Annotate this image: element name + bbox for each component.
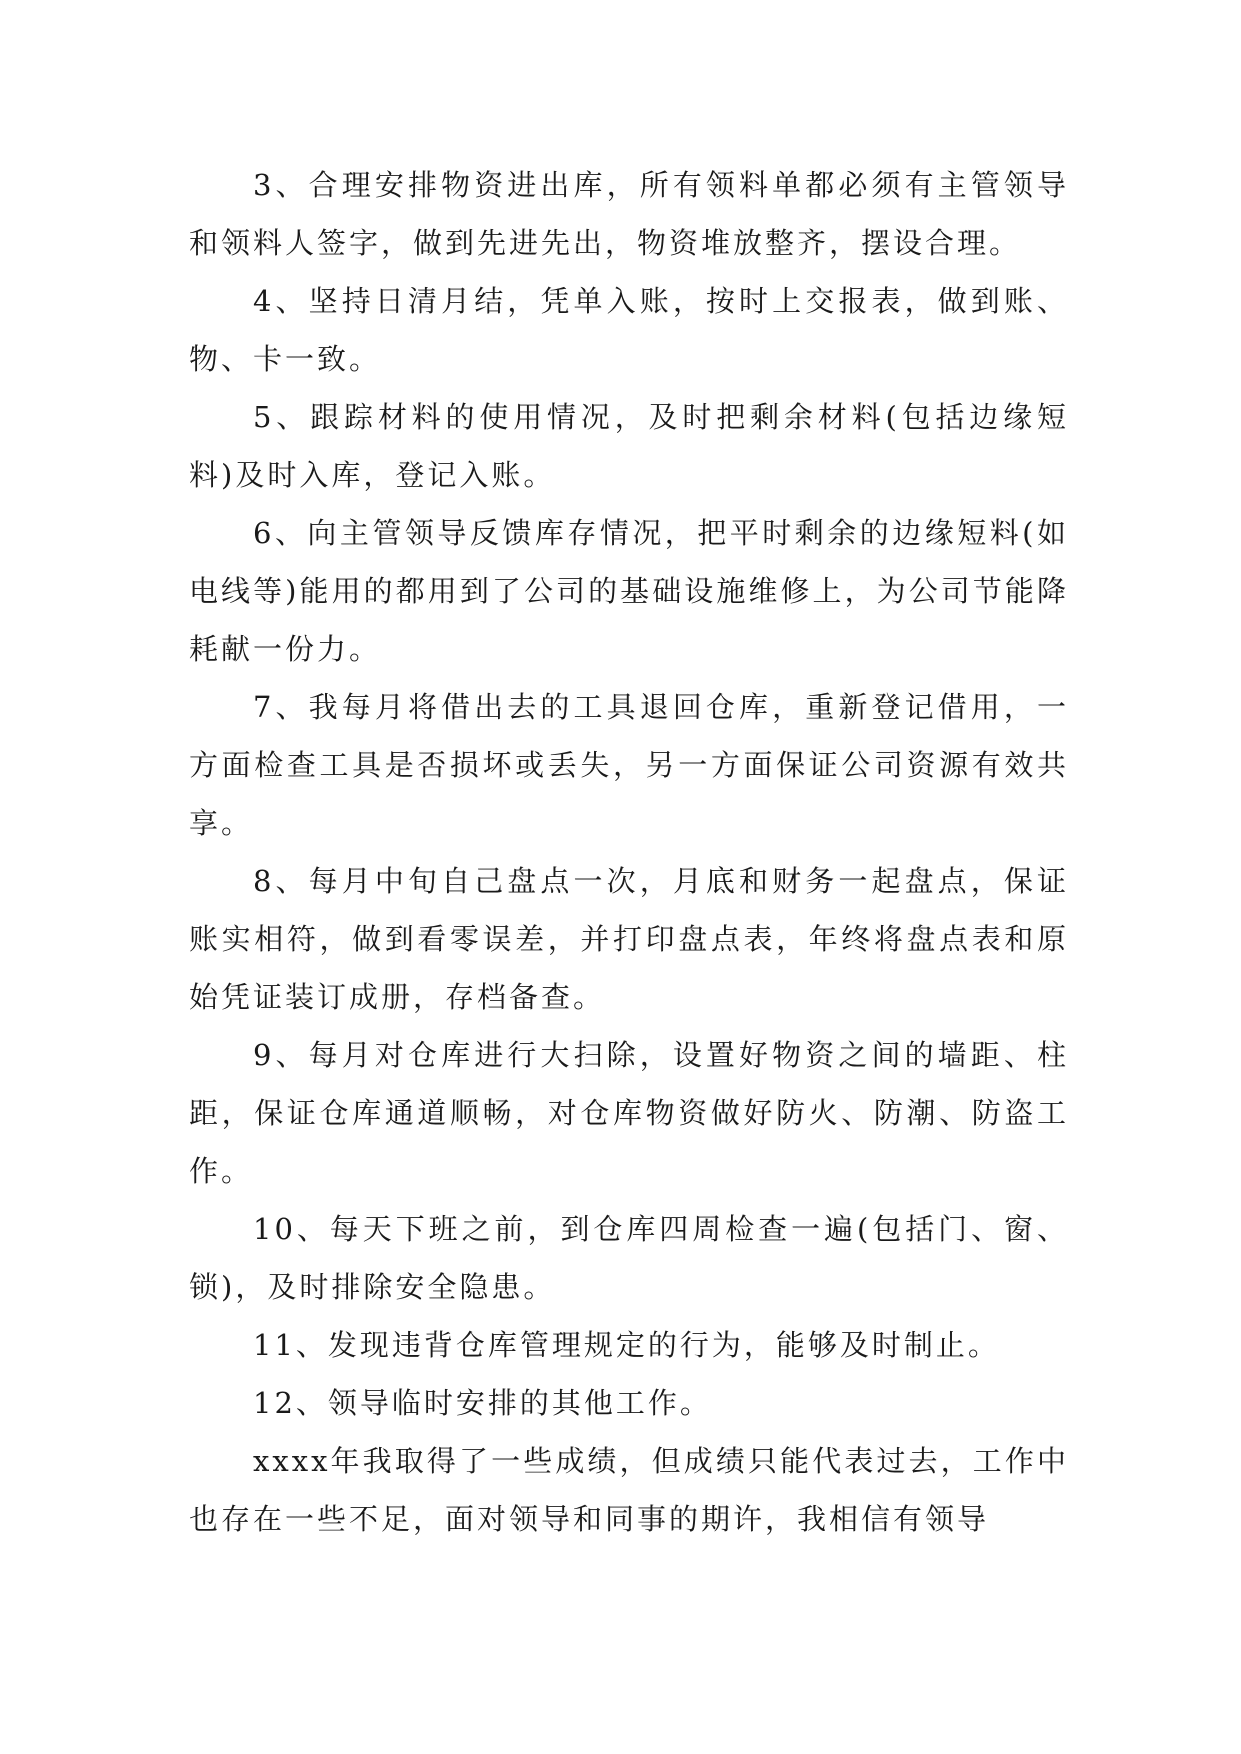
paragraph-item-10: 10、每天下班之前，到仓库四周检查一遍(包括门、窗、锁)，及时排除安全隐患。 xyxy=(189,1212,1069,1304)
paragraph-item-3: 3、合理安排物资进出库，所有领料单都必须有主管领导和领料人签字，做到先进先出，物资堆放整齐，摆设合理。 xyxy=(189,168,1069,260)
paragraph-item-5: 5、跟踪材料的使用情况，及时把剩余材料(包括边缘短料)及时入库，登记入账。 xyxy=(189,400,1069,492)
document-body xyxy=(189,156,1069,1548)
paragraph-item-7: 7、我每月将借出去的工具退回仓库，重新登记借用，一方面检查工具是否损坏或丢失，另一方面保证公司资源有效共享。 xyxy=(189,690,1069,840)
paragraph-item-11: 11、发现违背仓库管理规定的行为，能够及时制止。 xyxy=(253,1328,1000,1362)
paragraph-item-9: 9、每月对仓库进行大扫除，设置好物资之间的墙距、柱距，保证仓库通道顺畅，对仓库物资做好防火、防潮、防盗工作。 xyxy=(189,1038,1069,1188)
paragraph-item-8: 8、每月中旬自己盘点一次，月底和财务一起盘点，保证账实相符，做到看零误差，并打印盘点表，年终将盘点表和原始凭证装订成册，存档备查。 xyxy=(189,864,1069,1014)
paragraph-item-4: 4、坚持日清月结，凭单入账，按时上交报表，做到账、物、卡一致。 xyxy=(189,284,1069,376)
paragraph-item-12: 12、领导临时安排的其他工作。 xyxy=(253,1386,712,1420)
paragraph-item-6: 6、向主管领导反馈库存情况，把平时剩余的边缘短料(如电线等)能用的都用到了公司的基础设施维修上，为公司节能降耗献一份力。 xyxy=(189,516,1069,666)
paragraph-summary: xxxx年我取得了一些成绩，但成绩只能代表过去，工作中也存在一些不足，面对领导和同事的期许，我相信有领导 xyxy=(189,1444,1069,1536)
